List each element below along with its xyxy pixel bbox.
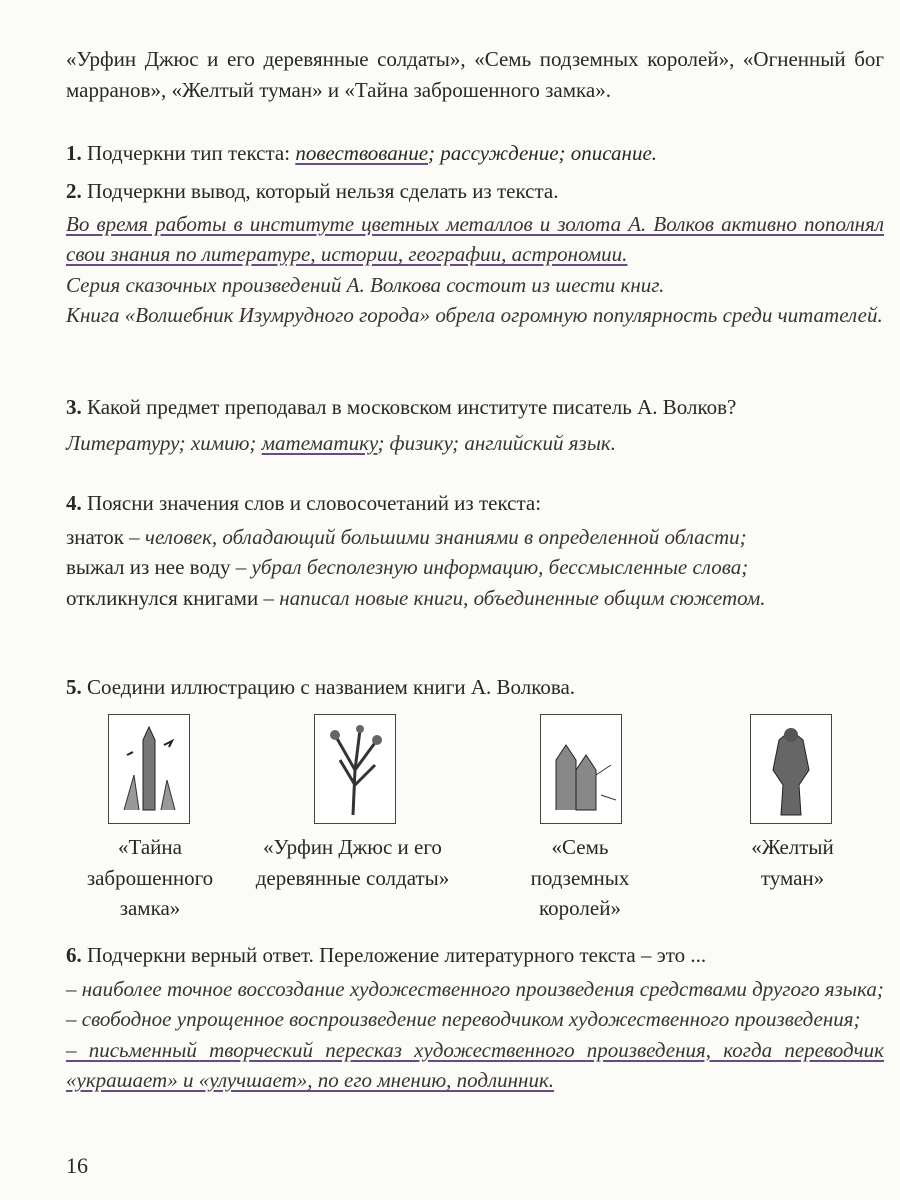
answer-option[interactable]: Книга «Волшебник Изумрудного города» обрела огромную популярность среди читателей. xyxy=(66,303,883,327)
question-text: Какой предмет преподавал в московском институте писатель А. Волков? xyxy=(87,395,737,419)
question-text: Подчеркни вывод, который нельзя сделать из текста. xyxy=(87,179,559,203)
answer-underlined[interactable]: повествование xyxy=(295,141,429,165)
caption-urfin[interactable]: «Урфин Джюс и его деревянные солдаты» xyxy=(255,835,450,890)
question-number: 2. xyxy=(66,179,82,203)
question-text: Поясни значения слов и словосочетаний из текста: xyxy=(87,491,542,515)
answer-option[interactable]: Литературу; химию; xyxy=(66,430,262,455)
question-3 xyxy=(66,392,884,458)
answer-options[interactable]: ; рассуждение; описание. xyxy=(428,141,658,165)
caption-tayna[interactable]: «Тайна заброшенного замка» xyxy=(86,835,214,920)
term: откликнулся книгами xyxy=(66,585,259,610)
question-text: Соедини иллюстрацию с названием книги А. Волкова. xyxy=(87,675,576,699)
answer-option[interactable]: Серия сказочных произведений А. Волкова состоит из шести книг. xyxy=(66,272,665,297)
definition-item xyxy=(66,522,884,553)
answer-option[interactable]: ; физику; английский язык. xyxy=(377,430,617,455)
intro-text: «Урфин Джюс и его деревянные солдаты», «Семь подземных королей», «Огненный бог марранов», «Желтый туман» и «Тайна заброшенного замка». xyxy=(66,47,884,102)
definition[interactable]: – написал новые книги, объединенные общим сюжетом. xyxy=(258,585,766,610)
question-6 xyxy=(66,940,884,1096)
term: выжал из нее воду xyxy=(66,555,231,579)
question-1 xyxy=(66,138,884,169)
illustration-giant[interactable] xyxy=(750,714,832,824)
question-text: Подчеркни тип текста: xyxy=(87,141,291,165)
illustration-tower[interactable] xyxy=(108,714,190,824)
question-number: 4. xyxy=(66,491,82,515)
question-number: 1. xyxy=(66,141,82,165)
definition[interactable]: – убрал бесполезную информацию, бессмысленные слова; xyxy=(230,555,749,579)
term: знаток xyxy=(66,524,124,549)
answer-underlined[interactable]: – письменный творческий пересказ художественного произведения, когда переводчик «украшает» и «улучшает», по его мнению, подлинник. xyxy=(66,1037,884,1092)
answer-option[interactable]: – наиболее точное воссоздание художественного произведения средствами другого языка; xyxy=(66,976,884,1001)
question-number: 5. xyxy=(66,675,82,699)
definition[interactable]: – человек, обладающий большими знаниями в определенной области; xyxy=(123,524,747,549)
caption-sem-korolei[interactable]: «Семь подземных королей» xyxy=(530,835,630,920)
answer-underlined[interactable]: математику xyxy=(261,430,378,455)
illustration-wooden-soldiers[interactable] xyxy=(314,714,396,824)
question-text: Подчеркни верный ответ. Переложение литературного текста – это ... xyxy=(87,943,707,967)
caption-zheltyi-tuman[interactable]: «Желтый туман» xyxy=(751,835,834,890)
definition-item xyxy=(66,552,884,583)
question-4 xyxy=(66,488,884,613)
definition-item xyxy=(66,583,884,614)
page-number: 16 xyxy=(66,1153,88,1178)
answer-option[interactable]: – свободное упрощенное воспроизведение переводчиком художественного произведения; xyxy=(66,1007,861,1031)
illustration-castle[interactable] xyxy=(540,714,622,824)
question-5 xyxy=(66,672,884,703)
question-2 xyxy=(66,176,884,331)
answer-underlined[interactable]: Во время работы в институте цветных металлов и золота А. Волков активно пополнял свои знания по литературе, истории, географии, астрономии. xyxy=(66,211,884,266)
question-number: 6. xyxy=(66,943,82,967)
question-number: 3. xyxy=(66,395,82,419)
